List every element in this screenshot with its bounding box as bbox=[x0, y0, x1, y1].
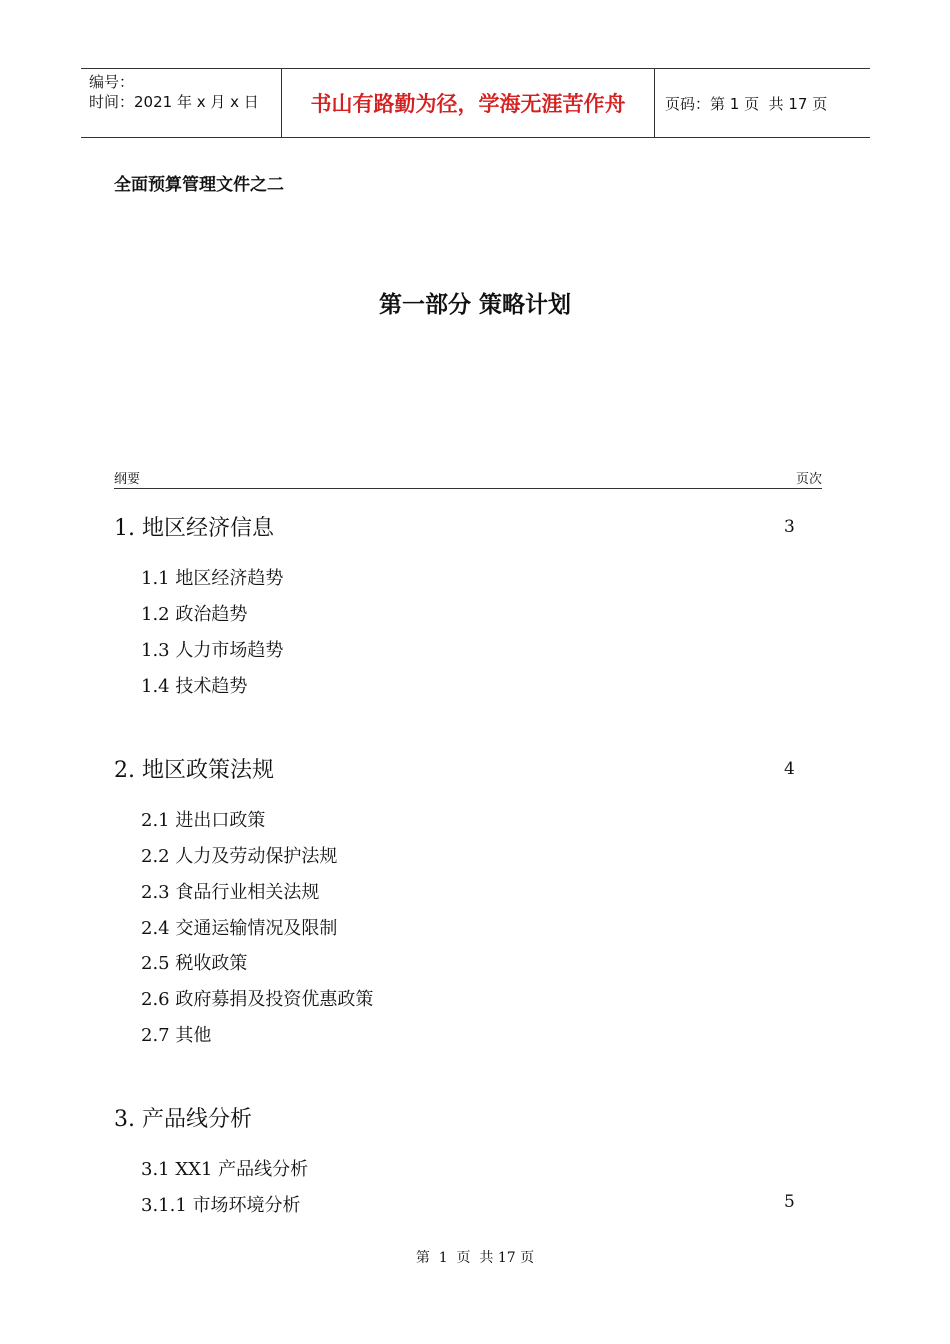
header-motto: 书山有路勤为径，学海无涯苦作舟 bbox=[281, 69, 655, 137]
toc-outline-label: 纲要 bbox=[114, 472, 141, 487]
toc-section-2[interactable]: 2. 地区政策法规 bbox=[114, 758, 274, 783]
toc-section-1[interactable]: 1. 地区经济信息 bbox=[114, 516, 274, 541]
part-title: 第一部分 策略计划 bbox=[378, 292, 571, 318]
document-subtitle: 全面预算管理文件之二 bbox=[114, 175, 284, 195]
toc-header bbox=[114, 468, 822, 489]
toc-item-1-4[interactable]: 1.4 技术趋势 bbox=[141, 676, 248, 697]
toc-item-3-1[interactable]: 3.1 XX1 产品线分析 bbox=[141, 1159, 309, 1180]
header-table bbox=[81, 68, 870, 138]
header-meta bbox=[81, 69, 281, 137]
toc-section-1-page: 3 bbox=[784, 517, 795, 537]
toc-section-3[interactable]: 3. 产品线分析 bbox=[114, 1107, 252, 1132]
serial-label: 编号： bbox=[89, 73, 135, 91]
toc-item-1-2[interactable]: 1.2 政治趋势 bbox=[141, 604, 248, 625]
toc-item-2-6[interactable]: 2.6 政府募捐及投资优惠政策 bbox=[141, 989, 374, 1010]
toc-item-2-5[interactable]: 2.5 税收政策 bbox=[141, 953, 248, 974]
toc-item-2-3[interactable]: 2.3 食品行业相关法规 bbox=[141, 882, 320, 903]
toc-item-2-1[interactable]: 2.1 进出口政策 bbox=[141, 810, 266, 831]
date-label: 时间：2021 年 x 月 x 日 bbox=[89, 93, 259, 111]
toc-item-3-1-1[interactable]: 3.1.1 市场环境分析 bbox=[141, 1195, 301, 1216]
toc-item-2-4[interactable]: 2.4 交通运输情况及限制 bbox=[141, 918, 338, 939]
toc-section-2-page: 4 bbox=[784, 759, 795, 779]
toc-item-2-7[interactable]: 2.7 其他 bbox=[141, 1025, 212, 1046]
toc-item-2-2[interactable]: 2.2 人力及劳动保护法规 bbox=[141, 846, 338, 867]
toc-page-label: 页次 bbox=[795, 472, 822, 487]
toc-item-1-1[interactable]: 1.1 地区经济趋势 bbox=[141, 568, 284, 589]
toc-item-3-1-1-page: 5 bbox=[784, 1192, 795, 1212]
page-footer: 第 1 页 共 17 页 bbox=[415, 1250, 535, 1266]
header-page-info: 页码：第 1 页 共 17 页 bbox=[665, 94, 828, 113]
toc-item-1-3[interactable]: 1.3 人力市场趋势 bbox=[141, 640, 284, 661]
